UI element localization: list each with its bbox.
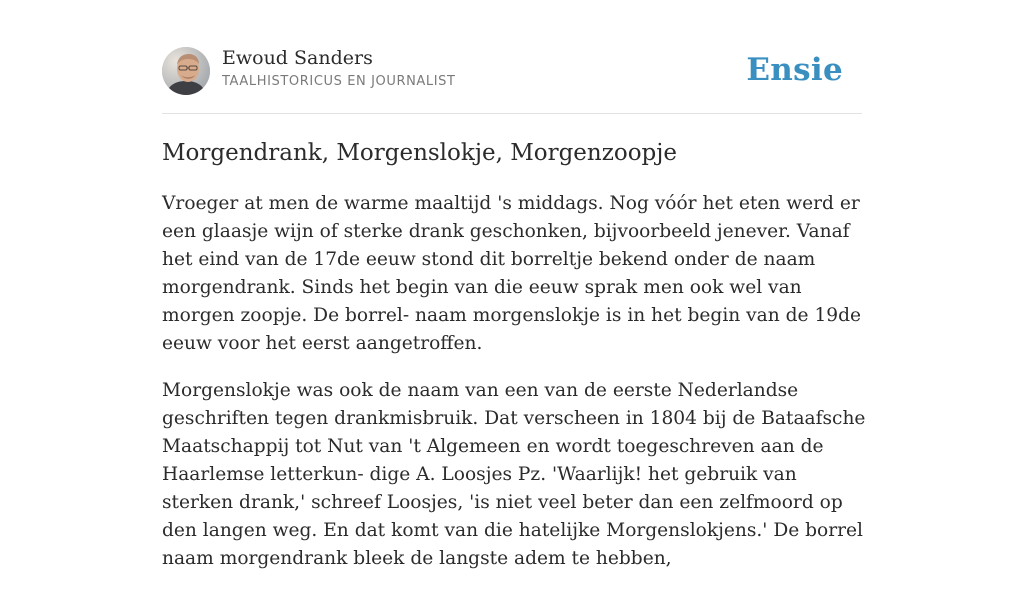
author-header <box>162 46 862 96</box>
avatar-photo-icon <box>162 47 210 95</box>
author-name[interactable]: Ewoud Sanders <box>222 47 373 69</box>
author-role: TAALHISTORICUS EN JOURNALIST <box>222 74 456 89</box>
ensie-logo[interactable]: Ensie <box>746 52 843 88</box>
article-title: Morgendrank, Morgenslokje, Morgenzoopje <box>162 140 678 166</box>
header-divider <box>162 113 862 114</box>
article-paragraph: Morgenslokje was ook de naam van een van de eerste Nederlandse geschriften tegen drankmisbruik. Dat verscheen in 1804 bij de Bataafsche Maatschappij tot Nut van 't Algemeen en wordt toegeschreven aan de Haarlemse letterkun- dige A. Loosjes Pz. 'Waarlijk! het gebruik van sterken drank,' schreef Loosjes, 'is niet veel beter dan een zelfmoord op den langen weg. En dat komt van die hatelijke Morgenslokjens.' De borrel naam morgendrank bleek de langste adem te hebben, <box>162 380 866 569</box>
author-avatar[interactable] <box>162 47 210 95</box>
article-paragraph: Vroeger at men de warme maaltijd 's middags. Nog vóór het eten werd er een glaasje wijn of sterke drank geschonken, bijvoorbeeld jenever. Vanaf het eind van de 17de eeuw stond dit borreltje bekend onder de naam morgendrank. Sinds het begin van die eeuw sprak men ook wel van morgen zoopje. De borrel- naam morgenslokje is in het begin van de 19de eeuw voor het eerst aangetroffen. <box>162 193 862 354</box>
article-body <box>162 190 866 592</box>
